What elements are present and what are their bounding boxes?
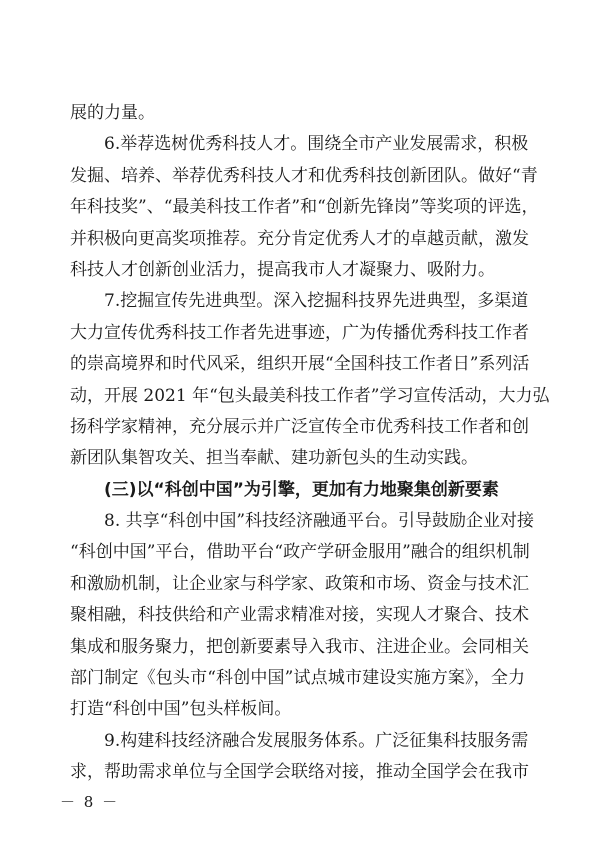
- paragraph-line: 新团队集智攻关、担当奉献、建功新包头的生动实践。: [70, 448, 478, 469]
- document-body: [70, 98, 550, 789]
- paragraph-line: 发掘、培养、举荐优秀科技人才和优秀科技创新团队。做好“青: [70, 165, 538, 186]
- paragraph-line: “科创中国”平台，借助平台“政产学研金服用”融合的组织机制: [70, 542, 530, 563]
- paragraph-line: 聚相融，科技供给和产业需求精准对接，实现人才聚合、技术: [70, 605, 529, 626]
- paragraph-line: 并积极向更高奖项推荐。充分肯定优秀人才的卓越贡献，激发: [70, 228, 529, 249]
- paragraph-line: 的崇高境界和时代风采，组织开展“全国科技工作者日”系列活: [70, 354, 530, 375]
- paragraph-line: 和激励机制，让企业家与科学家、政策和市场、资金与技术汇: [70, 573, 529, 594]
- section-heading: (三)以“科创中国”为引擎，更加有力地聚集创新要素: [104, 479, 499, 500]
- paragraph-line: 7.挖掘宣传先进典型。深入挖掘科技界先进典型，多渠道: [104, 291, 529, 312]
- paragraph-line: 扬科学家精神，充分展示并广泛宣传全市优秀科技工作者和创: [70, 416, 529, 437]
- paragraph-line: 8. 共享“科创中国”科技经济融通平台。引导鼓励企业对接: [104, 511, 535, 532]
- paragraph-line: 部门制定《包头市“科创中国”试点城市建设实施方案》，全力: [70, 668, 525, 689]
- paragraph-line: 展的力量。: [70, 103, 155, 123]
- paragraph-line: 9.构建科技经济融合发展服务体系。广泛征集科技服务需: [104, 730, 529, 751]
- paragraph-line: 大力宣传优秀科技工作者先进事迹，广为传播优秀科技工作者: [70, 322, 529, 343]
- paragraph-line: 6.举荐选树优秀科技人才。围绕全市产业发展需求，积极: [104, 134, 529, 155]
- paragraph-line: 科技人才创新创业活力，提高我市人才凝聚力、吸附力。: [70, 259, 495, 280]
- paragraph-line: 打造“科创中国”包头样板间。: [70, 699, 292, 720]
- paragraph-line: 求，帮助需求单位与全国学会联络对接，推动全国学会在我市: [70, 762, 529, 783]
- paragraph-line: 年科技奖”、“最美科技工作者”和“创新先锋岗”等奖项的评选，: [70, 197, 539, 218]
- paragraph-line: 动，开展 2021 年“包头最美科技工作者”学习宣传活动，大力弘: [70, 385, 550, 406]
- paragraph-line: 集成和服务聚力，把创新要素导入我市、注进企业。会同相关: [70, 636, 529, 657]
- page-number: － 8 －: [60, 793, 120, 811]
